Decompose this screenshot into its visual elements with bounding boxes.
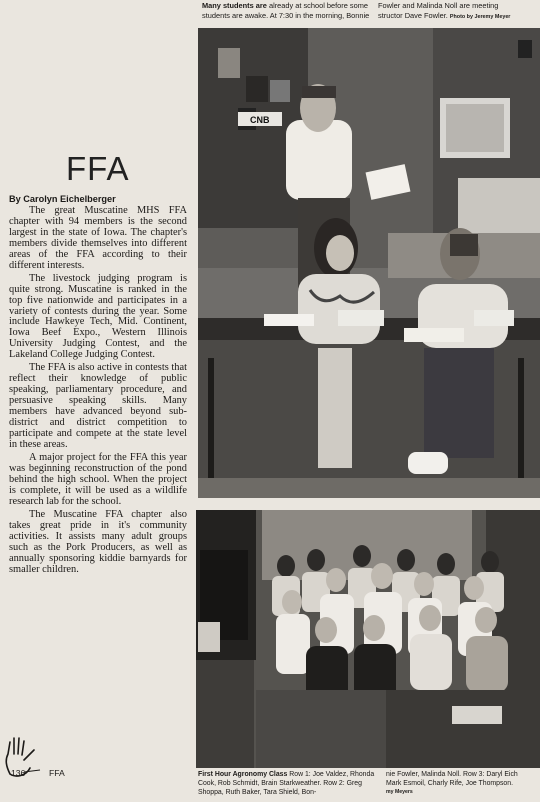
page-folio [0,736,90,786]
page-number: 136 [11,768,26,778]
top-caption-line-2: structor Dave Fowler. Photo by Jeremy Meyer [378,10,511,20]
group-photo-caption [198,770,540,802]
paragraph: The FFA is also active in contests that reflect their knowledge of public speaking, parliamentary procedure, and persuasive speaking skills. Many members have advanced beyond sub-district and district competition to participate and compete at the state level in these areas. [9,362,187,450]
group-caption-line-1: nie Fowler, Malinda Noll. Row 3: Daryl Eich [386,771,518,778]
byline: By Carolyn Eichelberger [9,194,116,204]
paragraph: The great Muscatine MHS FFA chapter with 94 members is the second largest in the state of Iowa. The chapter's members divide themselves into different areas of the FFA according to their different interests. [9,205,187,271]
cnb-sign: CNB [250,115,270,125]
top-photo-credit: Photo by Jeremy Meyer [449,13,511,20]
article-body [9,206,187,578]
classroom-photo-graphic [198,28,540,498]
group-caption-line-2: Mark Esmoil, Charly Rife, Joe Thompson. [386,780,514,787]
top-caption-line-1: Fowler and Malinda Noll are meeting [378,1,499,10]
group-caption-lead: First Hour Agronomy Class [198,771,288,778]
group-caption-text: Row 1: Joe Valdez, Rhonda Cook, Rob Schmidt, Brain Starkweather. Row 2: Greg Shoppa, Ruth Baker, Tara Shield, Bon- [198,771,375,796]
top-caption-text: already at school before some students are awake. At 7:30 in the morning, Bonnie [202,1,370,20]
group-caption-column-1 [198,770,376,797]
top-photo-caption [200,0,540,26]
top-caption-lead: Many students are [202,1,267,10]
group-caption-column-2 [386,770,540,797]
top-caption-column-1 [202,1,370,20]
top-caption-column-2 [378,1,540,22]
section-label: FFA [49,768,65,778]
article-heading: FFA [66,150,130,187]
group-photo-credit: my Meyers [386,789,413,795]
paragraph: A major project for the FFA this year was beginning reconstruction of the pond behind the high school. When the project is complete, it will be used as a wildlife research lab for the school. [9,452,187,507]
paragraph: The livestock judging program is quite strong. Muscatine is ranked in the top five nationwide and participates in a variety of contests during the year. Some include Hawkeye Tech, Mid. Continent, Iowa Beef Expo., Western Illinois University Judging Contest, and the Lakeland College Judging Contest. [9,272,187,361]
class-group-photo [196,510,540,768]
class-group-photo-graphic [196,510,540,768]
paragraph: The Muscatine FFA chapter also takes great pride in it's community activities. It assists many adult groups such as the Pork Producers, as well as annually sponsoring kiddie barnyards for smaller children. [9,509,187,575]
classroom-photo [198,28,540,498]
